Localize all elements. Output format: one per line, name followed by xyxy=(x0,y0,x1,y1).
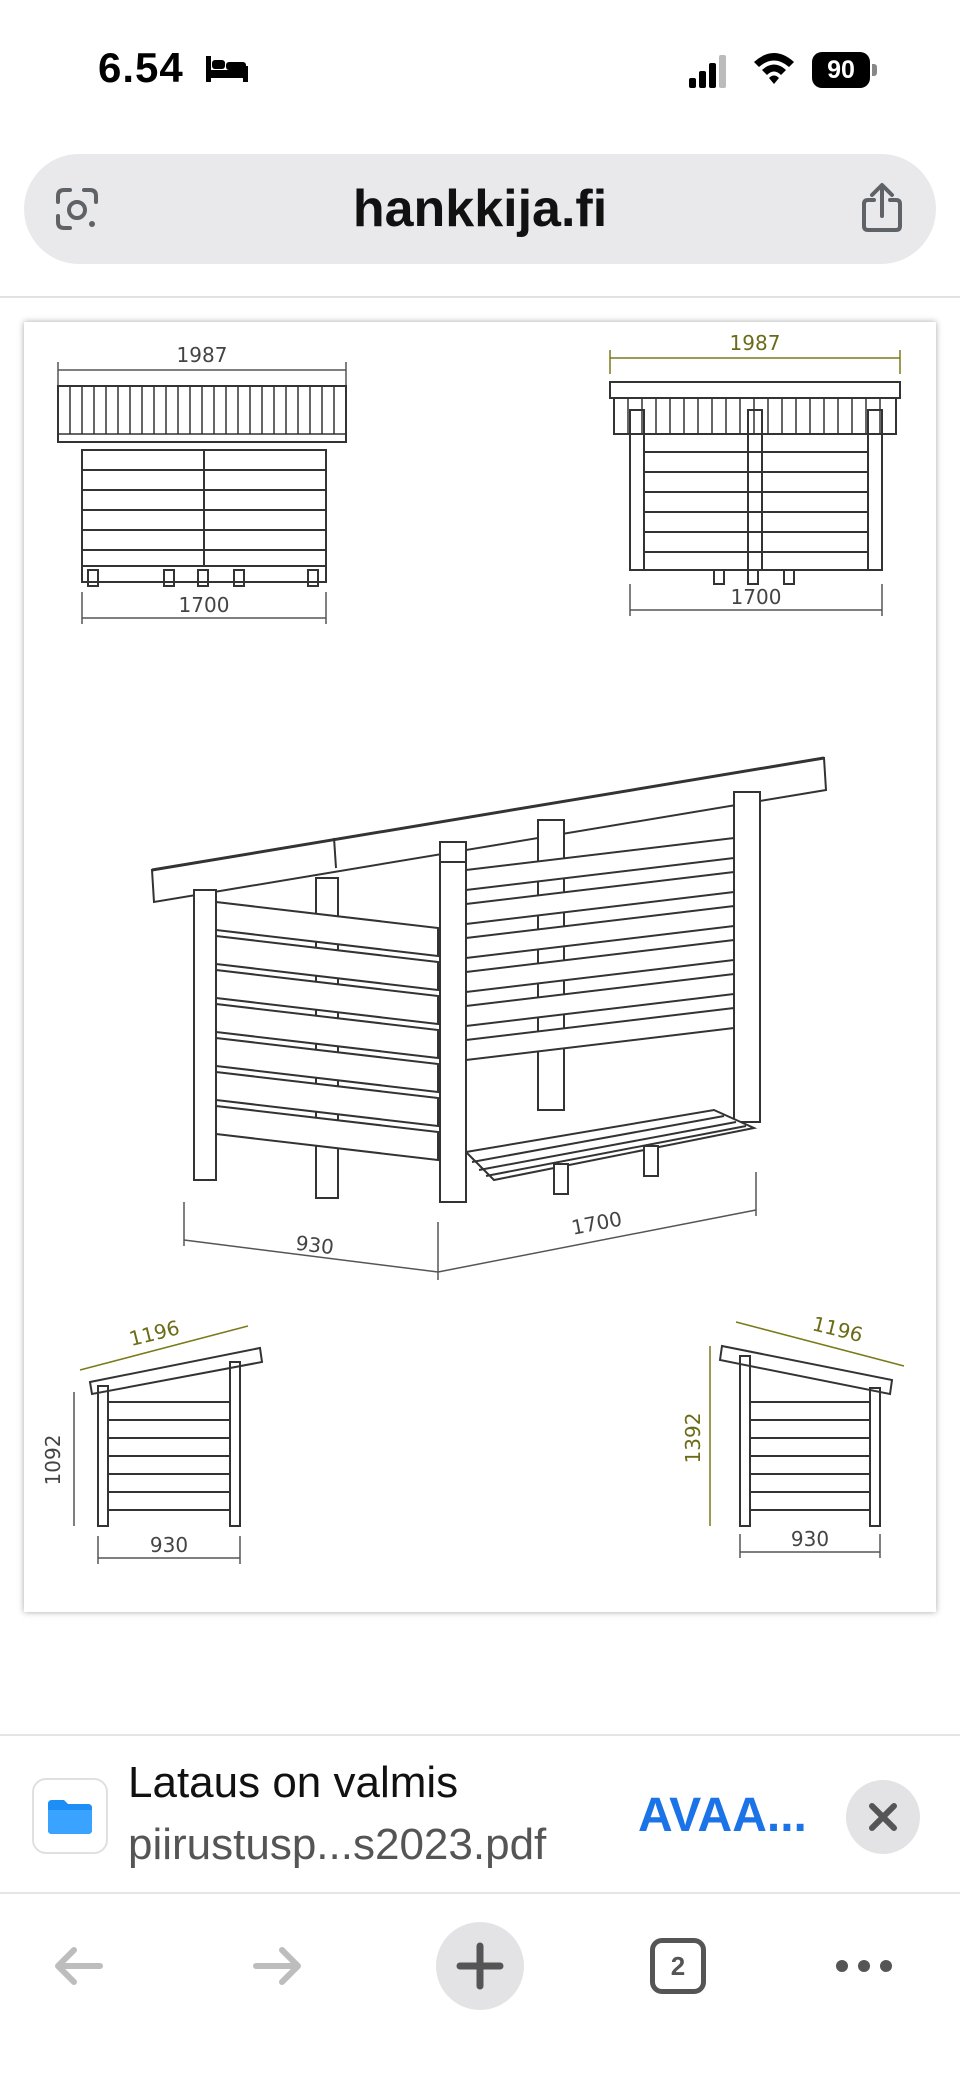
dim-right-depth: 930 xyxy=(790,1527,830,1551)
dim-left-slope: 1196 xyxy=(126,1315,182,1352)
back-view xyxy=(610,350,900,616)
back-arrow-icon[interactable] xyxy=(48,1936,108,1996)
dim-left-height: 1092 xyxy=(41,1434,65,1486)
pdf-page[interactable] xyxy=(24,322,936,1612)
dim-back-top: 1987 xyxy=(729,331,781,355)
technical-drawing xyxy=(24,322,936,1612)
side-view-left xyxy=(74,1326,262,1564)
download-title: Lataus on valmis xyxy=(128,1758,459,1807)
dim-iso-width: 1700 xyxy=(569,1206,624,1240)
battery-tip xyxy=(872,64,877,76)
dim-right-height: 1392 xyxy=(681,1412,705,1464)
dim-iso-depth: 930 xyxy=(294,1230,336,1260)
forward-arrow-icon[interactable] xyxy=(248,1936,308,1996)
address-bar[interactable] xyxy=(24,154,936,264)
more-menu-icon[interactable] xyxy=(832,1946,896,1986)
close-icon xyxy=(846,1780,920,1854)
share-icon[interactable] xyxy=(858,182,906,234)
url-text[interactable]: hankkija.fi xyxy=(352,180,608,238)
dismiss-download-button[interactable] xyxy=(846,1780,920,1854)
open-download-button[interactable]: AVAA... xyxy=(638,1789,807,1842)
wifi-icon xyxy=(752,50,796,86)
browser-toolbar xyxy=(0,1892,960,2083)
tab-switcher-button[interactable]: 2 xyxy=(650,1938,706,1994)
sleep-focus-icon xyxy=(204,52,250,84)
dim-front-top: 1987 xyxy=(176,343,228,367)
download-filename: piirustusp...s2023.pdf xyxy=(128,1820,547,1869)
dim-front-bottom: 1700 xyxy=(178,593,230,617)
front-view xyxy=(58,362,346,624)
dim-back-bottom: 1700 xyxy=(730,585,782,609)
dim-left-depth: 930 xyxy=(149,1533,189,1557)
clock: 6.54 xyxy=(98,44,184,91)
files-app-icon xyxy=(32,1778,108,1854)
folder-icon xyxy=(34,1780,106,1852)
side-view-right xyxy=(710,1322,904,1558)
new-tab-button[interactable] xyxy=(436,1922,524,2010)
cellular-signal-icon xyxy=(688,54,728,88)
divider xyxy=(0,296,960,298)
dim-right-slope: 1196 xyxy=(810,1311,866,1348)
download-banner xyxy=(0,1734,960,1894)
isometric-view xyxy=(152,758,826,1280)
plus-icon xyxy=(436,1922,524,2010)
battery-indicator xyxy=(812,52,878,88)
battery-level: 90 xyxy=(812,52,870,88)
status-bar xyxy=(0,0,960,140)
